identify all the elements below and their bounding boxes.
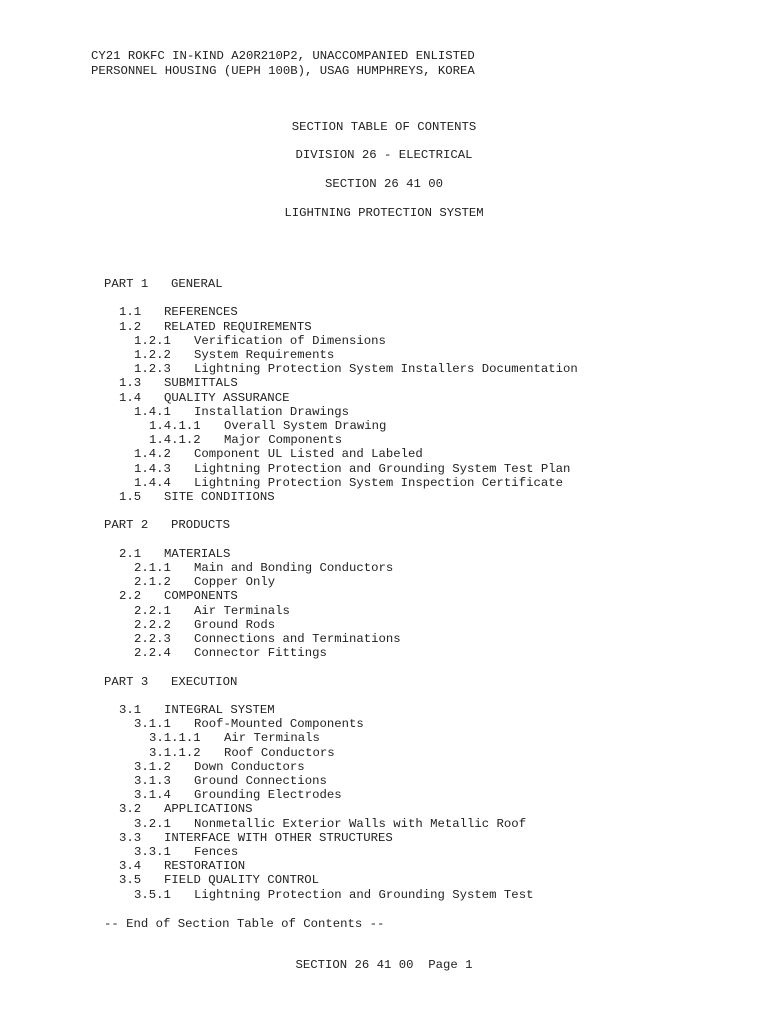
toc-entry bbox=[0, 888, 768, 902]
toc-entry-title: Connector Fittings bbox=[194, 646, 327, 661]
toc-entry-title: Copper Only bbox=[194, 575, 276, 590]
toc-entry-title: RESTORATION bbox=[164, 859, 246, 874]
toc-entry-title: COMPONENTS bbox=[164, 589, 238, 604]
toc-entry-number: 3.4 bbox=[119, 859, 142, 874]
toc-entry-number: 3.3.1 bbox=[134, 845, 171, 859]
toc-entry-number: 3.2 bbox=[119, 802, 142, 817]
toc-entry-title: Air Terminals bbox=[194, 603, 290, 618]
toc-entry-number: 1.4.1 bbox=[134, 404, 171, 419]
toc-entry-number: 1.4.1.2 bbox=[149, 433, 201, 448]
toc-entry bbox=[0, 433, 768, 447]
toc-part-heading bbox=[0, 675, 768, 689]
toc-entry-title: Main and Bonding Conductors bbox=[194, 561, 394, 575]
toc-entry bbox=[0, 419, 768, 433]
toc-entry-number: 1.2 bbox=[119, 319, 142, 334]
toc-entry-title: APPLICATIONS bbox=[164, 802, 253, 817]
toc-entry-title: INTERFACE WITH OTHER STRUCTURES bbox=[164, 830, 393, 845]
toc-entry-title: Installation Drawings bbox=[194, 404, 349, 419]
toc-entry-number: 1.2.1 bbox=[134, 333, 171, 348]
toc-entry bbox=[0, 802, 768, 816]
toc-entry-title: GENERAL bbox=[171, 277, 223, 291]
toc-entry-number: 2.2.2 bbox=[134, 617, 171, 632]
toc-entry-title: Grounding Electrodes bbox=[194, 788, 342, 803]
toc-entry-title: EXECUTION bbox=[171, 674, 238, 689]
division-title: DIVISION 26 - ELECTRICAL bbox=[295, 148, 473, 162]
toc-entry-number: 1.3 bbox=[119, 376, 142, 391]
toc-entry-number: 1.4 bbox=[119, 390, 142, 405]
toc-entry bbox=[0, 391, 768, 405]
toc-entry bbox=[0, 362, 768, 376]
toc-entry bbox=[0, 788, 768, 802]
toc-entry-number: 1.1 bbox=[119, 305, 142, 320]
toc-entry-title: SUBMITTALS bbox=[164, 376, 238, 391]
toc-entry-title: Ground Connections bbox=[194, 774, 327, 788]
toc-title: SECTION TABLE OF CONTENTS bbox=[291, 120, 477, 134]
toc-entry-number: 1.5 bbox=[119, 490, 142, 504]
toc-entry-number: 3.5.1 bbox=[134, 887, 171, 902]
toc-entry bbox=[0, 405, 768, 419]
toc-entry bbox=[0, 731, 768, 745]
end-of-toc-note: -- End of Section Table of Contents -- bbox=[104, 917, 385, 931]
toc-entry-number: 3.1.1.2 bbox=[149, 745, 201, 760]
toc-entry bbox=[0, 845, 768, 859]
toc-entry bbox=[0, 490, 768, 504]
toc-entry bbox=[0, 817, 768, 831]
toc-entry-title: Verification of Dimensions bbox=[194, 333, 386, 348]
toc-entry-number: 3.1.4 bbox=[134, 788, 171, 803]
toc-entry-number: PART 1 bbox=[104, 277, 149, 291]
toc-entry-number: 2.2.3 bbox=[134, 632, 171, 646]
section-name: LIGHTNING PROTECTION SYSTEM bbox=[284, 206, 484, 220]
toc-entry bbox=[0, 632, 768, 646]
toc-entry-title: Lightning Protection System Inspection Certificate bbox=[194, 475, 563, 490]
toc-entry-title: QUALITY ASSURANCE bbox=[164, 390, 290, 405]
toc-entry-title: Component UL Listed and Labeled bbox=[194, 447, 423, 462]
toc-entry-number: 1.2.2 bbox=[134, 348, 171, 362]
toc-entry-title: PRODUCTS bbox=[171, 518, 231, 533]
toc-entry bbox=[0, 547, 768, 561]
toc-entry bbox=[0, 575, 768, 589]
toc-entry bbox=[0, 831, 768, 845]
toc-entry-title: Overall System Drawing bbox=[224, 419, 387, 433]
toc-entry-number: 3.3 bbox=[119, 830, 142, 845]
header-line-1: CY21 ROKFC IN-KIND A20R210P2, UNACCOMPANIED ENLISTED bbox=[91, 49, 475, 63]
toc-entry-title: SITE CONDITIONS bbox=[164, 490, 275, 504]
toc-entry-title: Roof Conductors bbox=[224, 745, 335, 760]
toc-entry-title: System Requirements bbox=[194, 348, 335, 362]
toc-entry-number: 1.4.4 bbox=[134, 475, 171, 490]
toc-entry-title: MATERIALS bbox=[164, 546, 231, 561]
toc-entry-number: 2.1.1 bbox=[134, 561, 171, 575]
toc-entry bbox=[0, 476, 768, 490]
toc-entry-number: 2.2.1 bbox=[134, 603, 171, 618]
toc-entry-number: 3.1.1.1 bbox=[149, 731, 201, 746]
toc-entry-number: 3.5 bbox=[119, 873, 142, 888]
header-line-2: PERSONNEL HOUSING (UEPH 100B), USAG HUMPHREYS, KOREA bbox=[91, 64, 475, 78]
toc-entry-title: Nonmetallic Exterior Walls with Metallic Roof bbox=[194, 816, 527, 831]
toc-entry-title: Ground Rods bbox=[194, 617, 276, 632]
toc-entry-title: RELATED REQUIREMENTS bbox=[164, 319, 312, 334]
toc-entry bbox=[0, 774, 768, 788]
toc-entry-number: 3.1.2 bbox=[134, 759, 171, 774]
toc-entry-title: Lightning Protection System Installers Documentation bbox=[194, 362, 578, 377]
toc-entry-title: Air Terminals bbox=[224, 731, 320, 746]
toc-entry-title: REFERENCES bbox=[164, 305, 238, 320]
toc-entry bbox=[0, 760, 768, 774]
section-number: SECTION 26 41 00 bbox=[324, 177, 444, 191]
toc-entry bbox=[0, 561, 768, 575]
toc-entry bbox=[0, 703, 768, 717]
toc-entry bbox=[0, 589, 768, 603]
toc-entry-title: Connections and Terminations bbox=[194, 632, 401, 646]
toc-entry-number: 3.1 bbox=[119, 703, 142, 717]
toc-entry-title: Fences bbox=[194, 845, 239, 859]
toc-entry-number: 3.2.1 bbox=[134, 816, 171, 831]
toc-entry-title: Lightning Protection and Grounding System Test Plan bbox=[194, 461, 571, 476]
toc-entry bbox=[0, 305, 768, 319]
toc-entry bbox=[0, 447, 768, 461]
toc-entry-title: Lightning Protection and Grounding System Test bbox=[194, 887, 534, 902]
toc-entry-title: INTEGRAL SYSTEM bbox=[164, 703, 275, 717]
toc-entry-number: PART 3 bbox=[104, 674, 149, 689]
toc-entry-title: Roof-Mounted Components bbox=[194, 717, 364, 732]
toc-entry bbox=[0, 873, 768, 887]
toc-entry bbox=[0, 604, 768, 618]
toc-entry bbox=[0, 462, 768, 476]
toc-entry-number: 3.1.1 bbox=[134, 717, 171, 732]
toc-part-heading bbox=[0, 277, 768, 291]
toc-entry-title: Down Conductors bbox=[194, 759, 305, 774]
toc-part-heading bbox=[0, 518, 768, 532]
toc-entry-number: 1.4.3 bbox=[134, 461, 171, 476]
toc-entry bbox=[0, 320, 768, 334]
toc-entry bbox=[0, 746, 768, 760]
page-footer: SECTION 26 41 00 Page 1 bbox=[295, 958, 473, 972]
toc-entry bbox=[0, 376, 768, 390]
toc-entry-number: 2.1 bbox=[119, 546, 142, 561]
toc-entry-title: FIELD QUALITY CONTROL bbox=[164, 873, 319, 888]
toc-entry-number: 1.4.2 bbox=[134, 447, 171, 462]
toc-entry-number: 1.4.1.1 bbox=[149, 419, 201, 433]
toc-entry bbox=[0, 618, 768, 632]
toc-entry-number: 2.1.2 bbox=[134, 575, 171, 590]
toc-entry bbox=[0, 646, 768, 660]
toc-entry-number: 2.2 bbox=[119, 589, 142, 604]
toc-entry-number: 2.2.4 bbox=[134, 646, 171, 661]
toc-entry-number: PART 2 bbox=[104, 518, 149, 533]
toc-entry bbox=[0, 348, 768, 362]
toc-entry-number: 1.2.3 bbox=[134, 362, 171, 377]
toc-entry-number: 3.1.3 bbox=[134, 774, 171, 788]
toc-entry-title: Major Components bbox=[224, 433, 343, 448]
toc-entry bbox=[0, 859, 768, 873]
toc-entry bbox=[0, 717, 768, 731]
toc-entry bbox=[0, 334, 768, 348]
